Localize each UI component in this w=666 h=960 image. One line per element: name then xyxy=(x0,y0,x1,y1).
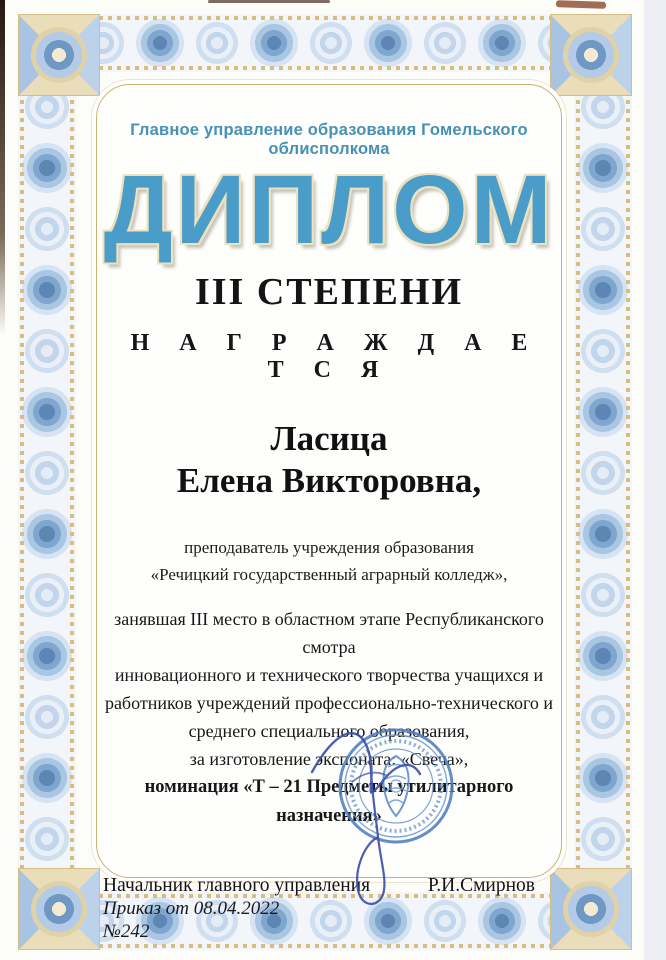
order-date-line: Приказ от 08.04.2022 xyxy=(103,898,280,920)
position-line: «Речицкий государственный аграрный колледж», xyxy=(150,565,508,585)
achievement-line: работников учреждений профессионально-технического и xyxy=(104,693,554,714)
position-line: преподаватель учреждения образования xyxy=(184,537,474,557)
recipient-surname: Ласица xyxy=(270,418,388,458)
recipient-name xyxy=(97,418,561,502)
ornament-border-right xyxy=(574,14,632,950)
achievement-line: за изготовление экспоната: «Свеча», xyxy=(189,749,469,770)
ornament-border-left xyxy=(18,14,76,950)
scan-edge-artifact xyxy=(208,0,330,3)
issuer-header: Главное управление образования Гомельского облисполкома xyxy=(130,121,528,158)
degree-line: III СТЕПЕНИ xyxy=(194,270,464,313)
scan-edge-artifact xyxy=(556,0,606,9)
ornament-corner-top-left xyxy=(18,14,100,96)
nomination-line: номинация «Т – 21 Предметы утилитарного назначения» xyxy=(144,777,514,827)
achievement-line: занявшая III место в областном этапе Республиканского смотра xyxy=(114,609,544,658)
signature xyxy=(292,712,462,917)
recipient-given-names: Елена Викторовна, xyxy=(176,460,482,500)
order-number-line: №242 xyxy=(103,920,150,942)
achievement-line: инновационного и технического творчества учащихся и xyxy=(114,665,544,686)
ornament-corner-top-right xyxy=(550,14,632,96)
signatory-name: Р.И.Смирнов xyxy=(427,875,535,897)
diploma-title: ДИПЛОМ xyxy=(103,155,555,264)
signatory-title: Начальник главного управления xyxy=(103,875,371,897)
ornament-border-top xyxy=(18,14,632,72)
achievement-line: среднего специального образования, xyxy=(188,721,470,742)
awarded-label: Н А Г Р А Ж Д А Е Т С Я xyxy=(130,329,540,383)
ornament-corner-bottom-left xyxy=(18,868,100,950)
recipient-position xyxy=(97,534,561,589)
ornament-corner-bottom-right xyxy=(550,868,632,950)
scan-edge-artifact xyxy=(0,0,5,335)
